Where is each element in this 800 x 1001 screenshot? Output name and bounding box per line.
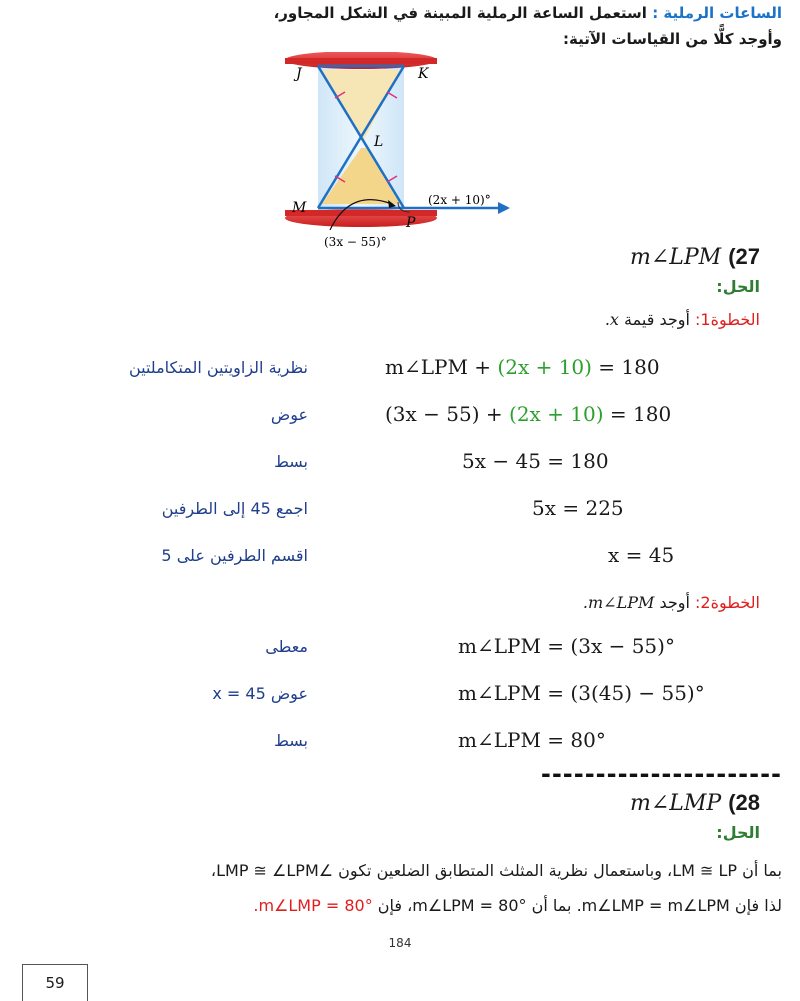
eq-part: (3x − 55) + [385, 402, 510, 426]
reason-label: اجمع 45 إلى الطرفين [161, 499, 308, 518]
label-J: J [296, 66, 302, 82]
label-L: L [374, 134, 384, 150]
label-P: P [406, 215, 416, 231]
step-2-var: m∠LPM. [582, 593, 655, 612]
label-K: K [418, 66, 429, 82]
equation-row: 5x − 45 = 180 [462, 449, 609, 473]
proof-line-1: بما أن LM ≅ LP، وباستعمال نظرية المثلث المتطابق الضلعين تكون ∠LMP ≅ ∠LPM، [210, 861, 782, 880]
question-28-expr: m∠LMP [629, 791, 722, 816]
hourglass-figure [270, 52, 540, 262]
eq-part: = 180 [591, 355, 660, 379]
solution-label: الحل: [716, 823, 760, 842]
question-28-header [630, 790, 760, 816]
angle-label-inner: (3x − 55)° [324, 235, 387, 249]
equation-row: m∠LPM = (3x − 55)° [458, 634, 675, 658]
step-1-var: x. [604, 310, 619, 329]
step-2-text: أوجد [659, 593, 690, 612]
intro-line-2: وأوجد كلًّا من القياسات الآتية: [563, 30, 782, 48]
eq-green: (2x + 10) [497, 355, 592, 379]
equation-row [385, 355, 660, 379]
reason-label: اقسم الطرفين على 5 [161, 546, 308, 565]
section-divider: ---------------------- [540, 760, 782, 788]
eq-part: m∠LPM + [385, 355, 498, 379]
reason-label: نظرية الزاويتين المتكاملتين [128, 358, 308, 377]
equation-row: 5x = 225 [532, 496, 624, 520]
eq-green: (2x + 10) [509, 402, 604, 426]
equation-row: m∠LPM = 80° [458, 728, 606, 752]
equation-row: m∠LPM = (3(45) − 55)° [458, 681, 705, 705]
eq-part: = 180 [603, 402, 672, 426]
question-27-number: (27 [728, 244, 760, 269]
reason-label: عوض x = 45 [212, 684, 308, 703]
label-M: M [292, 200, 307, 216]
proof-line-2-text: لذا فإن m∠LMP = m∠LPM. بما أن m∠LPM = 80°، فإن [372, 896, 782, 915]
section-keyword: الساعات الرملية : [652, 4, 782, 22]
step-1-label: الخطوة1: [695, 310, 760, 329]
intro-line-1 [274, 4, 782, 22]
angle-label-outer: (2x + 10)° [428, 193, 491, 207]
reason-label: بسط [274, 452, 308, 471]
question-27-expr: m∠LPM [629, 245, 722, 270]
proof-line-2 [18, 890, 782, 922]
question-28-number: (28 [728, 790, 760, 815]
step-2-label: الخطوة2: [695, 593, 760, 612]
intro-text-1: استعمل الساعة الرملية المبينة في الشكل المجاور، [273, 4, 647, 22]
question-27-header [630, 244, 760, 270]
reason-label: بسط [274, 731, 308, 750]
page-number: 184 [388, 936, 412, 950]
box-number: 59 [22, 964, 88, 1001]
equation-row [385, 402, 671, 426]
step-1 [605, 310, 760, 329]
reason-label: عوض [270, 405, 308, 424]
solution-label: الحل: [716, 277, 760, 296]
step-2 [583, 593, 760, 612]
equation-row: x = 45 [608, 543, 675, 567]
reason-label: معطى [265, 637, 308, 656]
step-1-text: أوجد قيمة [624, 310, 690, 329]
final-answer: m∠LMP = 80°. [253, 896, 373, 915]
